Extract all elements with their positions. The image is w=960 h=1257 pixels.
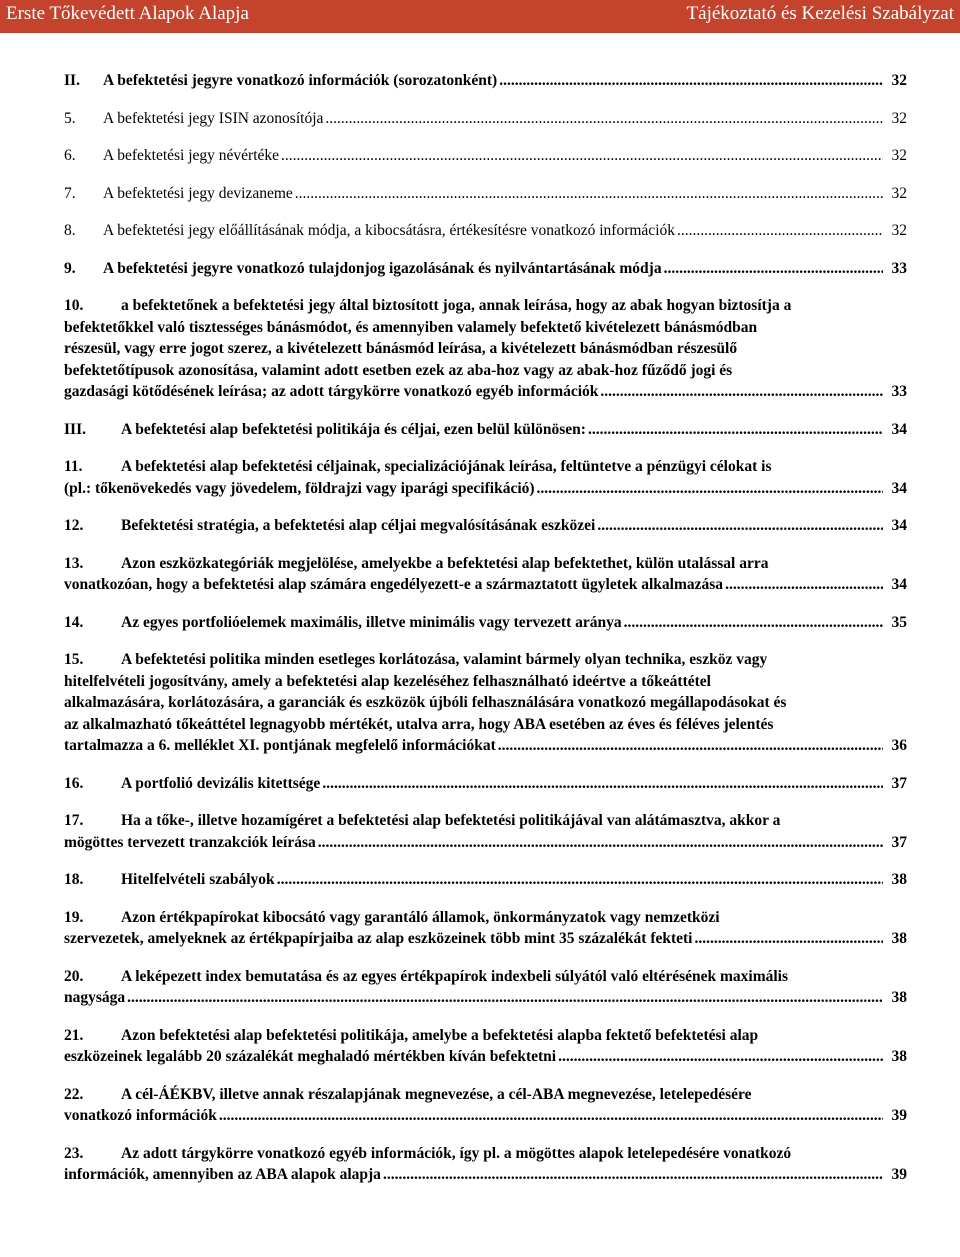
toc-leader [383, 1164, 883, 1186]
toc-leader [295, 183, 883, 205]
toc-entry-number: 17. [64, 812, 84, 829]
toc-entry-page: 33 [891, 383, 907, 400]
toc-entry-title: A befektetési politika minden esetleges korlátozása, valamint bármely olyan technika, eszköz vagy [121, 651, 768, 668]
toc-entry[interactable] [64, 553, 907, 596]
toc-entry-title: tartalmazza a 6. melléklet XI. pontjának megfelelő információkat [64, 737, 496, 754]
toc-entry-number: 22. [64, 1085, 84, 1103]
toc-entry-page: 32 [891, 184, 907, 202]
toc-entry-page: 34 [891, 517, 907, 534]
toc-entry-number: 9. [64, 259, 76, 277]
toc-entry-title: Azon befektetési alap befektetési politikája, amelybe a befektetési alapba fektető befektetési alap [121, 1026, 759, 1044]
toc-entry-line: hitelfelvételi jogosítvány, amely a befektetési alap kezeléséhez felhasználható ideértve a tőkeáttétel [64, 672, 711, 690]
toc-entry-title: mögöttes tervezett tranzakciók leírása [64, 833, 316, 851]
toc-entry-number: 5. [64, 109, 76, 127]
toc-entry[interactable] [64, 258, 907, 280]
toc-entry-last-line [64, 735, 907, 757]
table-of-contents [64, 70, 907, 1186]
toc-entry-title: Befektetési stratégia, a befektetési alap céljai megvalósításának eszközei [121, 517, 596, 534]
toc-entry-title: információk, amennyiben az ABA alapok alapja [64, 1166, 381, 1183]
toc-entry[interactable] [64, 966, 907, 1009]
toc-entry-line: részesül, vagy erre jogot szerez, a kivételezett bánásmód leírása, a kivételezett bánásmódban részesülő [64, 340, 738, 357]
toc-entry-number: 16. [64, 774, 84, 792]
toc-entry-title: Az egyes portfolióelemek maximális, illetve minimális vagy tervezett aránya [121, 613, 622, 631]
toc-entry-title: (pl.: tőkenövekedés vagy jövedelem, földrajzi vagy iparági specifikáció) [64, 479, 535, 497]
toc-entry-title: Azon eszközkategóriák megjelölése, amelyekbe a befektetési alap befektethet, külön utalással arra [121, 554, 769, 572]
toc-entry-page: 39 [891, 1166, 907, 1183]
toc-entry[interactable] [64, 419, 907, 441]
toc-entry-page: 37 [891, 774, 907, 792]
toc-entry-number: 11. [64, 458, 83, 475]
toc-entry-number: 15. [64, 651, 84, 668]
toc-entry-number: 18. [64, 871, 84, 888]
toc-entry[interactable] [64, 1084, 907, 1127]
toc-entry-page: 37 [891, 833, 907, 851]
toc-entry-title: eszközeinek legalább 20 százalékát meghaladó mértékben kíván befektetni [64, 1048, 557, 1065]
toc-entry-title: A befektetési alap befektetési céljainak, specializációjának leírása, feltüntetve a pénzügyi célokat is [121, 458, 772, 475]
toc-entry-page: 38 [891, 930, 907, 947]
toc-entry-line: befektetőtípusok azonosítása, valamint adott esetben ezek az aba-hoz vagy az abak-hoz fűződő jogi és [64, 361, 733, 379]
toc-entry-line: befektetőkkel való tisztességes bánásmódot, és amennyiben valamely befektető kivételezett bánásmódban [64, 318, 758, 336]
toc-entry[interactable] [64, 1143, 907, 1186]
toc-entry-page: 32 [891, 147, 907, 164]
toc-entry-page: 34 [891, 576, 907, 593]
document-title: Erste Tőkevédett Alapok Alapja [6, 3, 249, 24]
toc-entry-page: 38 [891, 989, 907, 1006]
toc-entry[interactable] [64, 869, 907, 891]
toc-entry-page: 36 [891, 737, 907, 754]
toc-entry-title: vonatkozó információk [64, 1107, 217, 1124]
toc-entry-title: A leképezett index bemutatása és az egyes értékpapírok indexbeli súlyától való eltérésének maximális [121, 967, 789, 985]
toc-entry-number: II. [64, 72, 80, 89]
toc-entry-title: A befektetési jegy előállításának módja, a kibocsátásra, értékesítésre vonatkozó információk [103, 222, 675, 239]
toc-entry-last-line [64, 928, 907, 950]
toc-entry-number: 21. [64, 1026, 84, 1044]
toc-entry[interactable] [64, 810, 907, 853]
toc-entry[interactable] [64, 1025, 907, 1068]
toc-entry-title: a befektetőnek a befektetési jegy által biztosított joga, annak leírása, hogy az abak hogyan biztosítja a [121, 297, 792, 314]
toc-entry-line [64, 810, 907, 832]
toc-entry-page: 34 [891, 420, 907, 438]
toc-entry-page: 38 [891, 1048, 907, 1065]
toc-entry-title: A portfolió devizális kitettsége [121, 774, 321, 792]
toc-entry-title: A befektetési jegy ISIN azonosítója [103, 109, 324, 127]
toc-leader [277, 869, 883, 891]
toc-entry-line: alkalmazására, korlátozására, a garanciák és eszközök újbóli felhasználására vonatkozó megállapodásokat és [64, 694, 787, 711]
toc-entry[interactable] [64, 70, 907, 92]
toc-entry-number: 8. [64, 222, 76, 239]
toc-leader [725, 574, 883, 596]
toc-entry-line [64, 456, 907, 478]
toc-entry-title: Azon értékpapírokat kibocsátó vagy garantáló államok, önkormányzatok vagy nemzetközi [121, 908, 720, 926]
toc-leader [537, 478, 883, 500]
toc-entry-number: 23. [64, 1144, 84, 1162]
toc-leader [219, 1105, 883, 1127]
toc-entry-page: 39 [891, 1107, 907, 1124]
toc-leader [318, 832, 883, 854]
toc-entry-line [64, 553, 907, 575]
toc-leader [281, 145, 883, 167]
toc-leader [624, 612, 883, 634]
toc-entry-title: A befektetési jegy névértéke [103, 147, 280, 164]
toc-entry-page: 35 [891, 613, 907, 631]
toc-entry-last-line [64, 987, 907, 1009]
toc-entry-page: 32 [891, 72, 907, 89]
toc-leader [677, 220, 883, 242]
toc-entry-line [64, 1084, 907, 1106]
toc-entry-number: 14. [64, 613, 84, 631]
toc-entry[interactable] [64, 515, 907, 537]
toc-entry[interactable] [64, 649, 907, 757]
toc-entry[interactable] [64, 773, 907, 795]
toc-entry-last-line [64, 1164, 907, 1186]
toc-entry-last-line [64, 832, 907, 854]
toc-entry-title: A cél-ÁÉKBV, illetve annak részalapjának megnevezése, a cél-ABA megnevezése, letelepedésére [121, 1085, 752, 1103]
toc-entry-line [64, 649, 907, 671]
toc-entry[interactable] [64, 456, 907, 499]
toc-entry-number: 7. [64, 184, 76, 202]
toc-entry[interactable] [64, 183, 907, 205]
toc-entry-title: Hitelfelvételi szabályok [121, 871, 275, 888]
toc-leader [499, 70, 883, 92]
toc-leader [588, 419, 883, 441]
toc-entry-number: 20. [64, 967, 84, 985]
toc-leader [322, 773, 883, 795]
toc-entry-title: nagysága [64, 989, 126, 1006]
toc-entry-last-line [64, 1046, 907, 1068]
toc-entry-title: vonatkozóan, hogy a befektetési alap számára engedélyezett-e a származtatott ügyletek alkalmazása [64, 576, 724, 593]
toc-entry-last-line [64, 381, 907, 403]
toc-entry-number: 10. [64, 297, 84, 314]
page-header [0, 0, 960, 33]
toc-entry-page: 34 [891, 479, 907, 497]
toc-leader [695, 928, 884, 950]
toc-entry-title: Ha a tőke-, illetve hozamígéret a befektetési alap befektetési politikájával van alátámasztva, akkor a [121, 812, 781, 829]
toc-entry-line [64, 1143, 907, 1165]
toc-entry-line [64, 295, 907, 317]
toc-entry[interactable] [64, 612, 907, 634]
toc-leader [664, 258, 883, 280]
toc-entry-number: 6. [64, 147, 76, 164]
toc-entry-page: 32 [891, 109, 907, 127]
toc-entry[interactable] [64, 145, 907, 167]
toc-entry[interactable] [64, 295, 907, 403]
toc-entry-number: III. [64, 420, 86, 438]
toc-leader [558, 1046, 883, 1068]
document-subtitle: Tájékoztató és Kezelési Szabályzat [686, 3, 954, 24]
toc-entry-line [64, 966, 907, 988]
toc-entry-last-line [64, 1105, 907, 1127]
toc-entry-line: az alkalmazható tőkeáttétel legnagyobb mértékét, utalva arra, hogy ABA esetében az éves és féléves jelentés [64, 715, 774, 733]
toc-entry-page: 38 [891, 871, 907, 888]
toc-entry-number: 19. [64, 908, 84, 926]
toc-entry-title: A befektetési jegyre vonatkozó tulajdonjog igazolásának és nyilvántartásának módja [103, 259, 662, 277]
toc-entry-title: A befektetési jegyre vonatkozó információk (sorozatonként) [103, 72, 498, 89]
toc-leader [498, 735, 883, 757]
toc-leader [600, 381, 883, 403]
toc-entry-number: 13. [64, 554, 84, 572]
toc-leader [325, 108, 883, 130]
toc-leader [127, 987, 883, 1009]
toc-leader [597, 515, 883, 537]
toc-entry-title: Az adott tárgykörre vonatkozó egyéb információk, így pl. a mögöttes alapok letelepedésére vonatkozó [121, 1144, 792, 1162]
toc-entry-title: A befektetési jegy devizaneme [103, 184, 293, 202]
toc-entry[interactable] [64, 108, 907, 130]
toc-entry-line [64, 907, 907, 929]
toc-entry-title: A befektetési alap befektetési politikája és céljai, ezen belül különösen: [121, 420, 586, 438]
toc-entry-number: 12. [64, 517, 84, 534]
toc-entry-last-line [64, 478, 907, 500]
toc-entry[interactable] [64, 220, 907, 242]
toc-entry-title: szervezetek, amelyeknek az értékpapírjaiba az alap eszközeinek több mint 35 százalékát fekteti [64, 930, 693, 947]
toc-entry-last-line [64, 574, 907, 596]
toc-entry-page: 33 [891, 259, 907, 277]
toc-entry-line [64, 1025, 907, 1047]
toc-entry-page: 32 [891, 222, 907, 239]
toc-entry-title: gazdasági kötődésének leírása; az adott tárgykörre vonatkozó egyéb információk [64, 383, 599, 400]
toc-entry[interactable] [64, 907, 907, 950]
